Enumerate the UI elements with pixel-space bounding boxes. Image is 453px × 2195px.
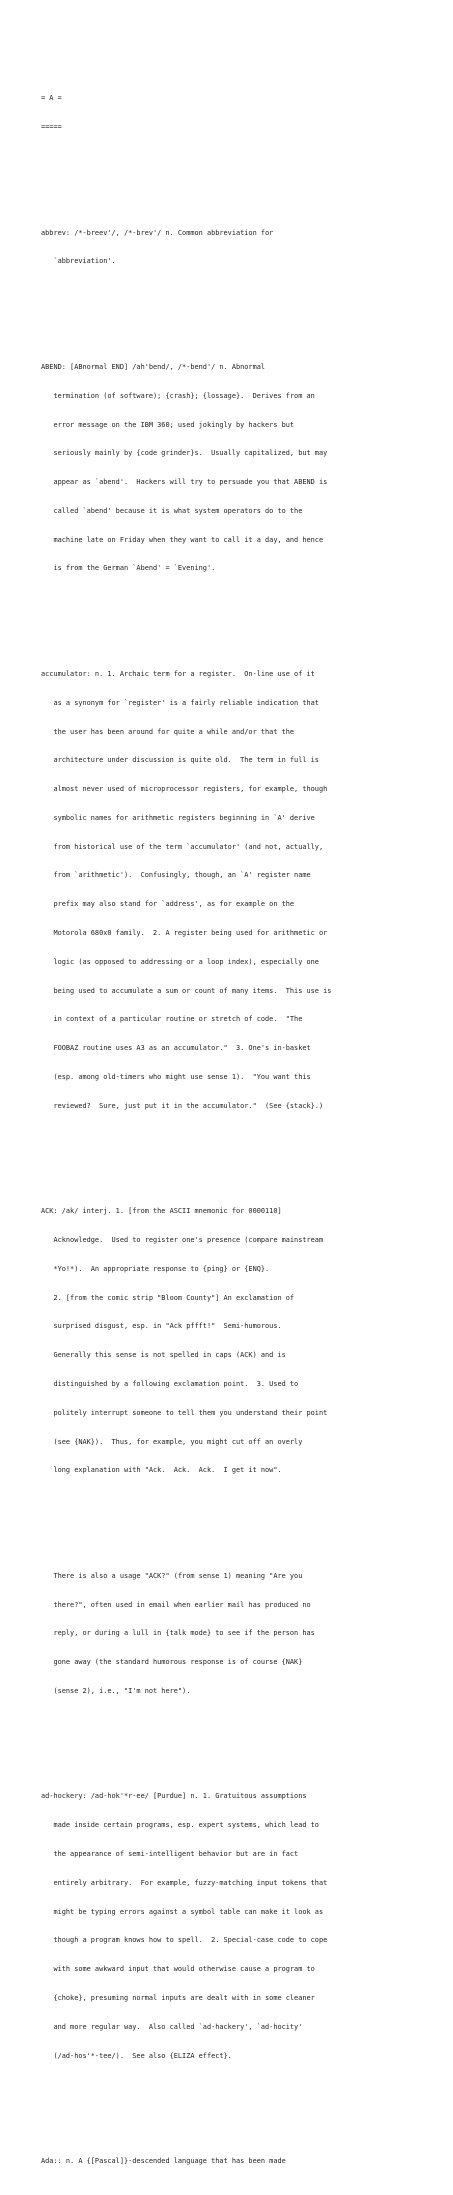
text-line: Motorola 680x0 family. 2. A register being used for arithmetic or — [41, 929, 328, 938]
text-line: {choke}, presuming normal inputs are dealt with in some cleaner — [41, 1993, 315, 2002]
text-line: called `abend' because it is what system operators do to the — [41, 506, 303, 515]
text-line: (esp. among old-timers who might use sense 1). "You want this — [41, 1072, 311, 1081]
text-line: there?", often used in email when earlier mail has produced no — [41, 1600, 311, 1609]
text-line: from `arithmetic'). Confusingly, though, an `A' register name — [41, 871, 311, 880]
text-line: made inside certain programs, esp. expert systems, which lead to — [41, 1821, 319, 1830]
text-line: long explanation with "Ack. Ack. Ack. I get it now". — [41, 1466, 282, 1475]
entry-ack — [41, 1188, 441, 1495]
entry-ack-continued — [41, 1553, 441, 1716]
text-line: the appearance of semi-intelligent behavior but are in fact — [41, 1850, 299, 1859]
text-line: accumulator: n. 1. Archaic term for a register. On-line use of it — [41, 670, 315, 678]
text-line: politely interrupt someone to tell them you understand their point — [41, 1408, 328, 1417]
text-line: symbolic names for arithmetic registers beginning in `A' derive — [41, 813, 315, 822]
text-line: ACK: /ak/ interj. 1. [from the ASCII mnemonic for 0000110] — [41, 1207, 282, 1216]
blank-line — [41, 1735, 441, 1745]
text-line: logic (as opposed to addressing or a loop index), especially one — [41, 957, 319, 966]
text-line: (sense 2), i.e., "I'm not here"). — [41, 1686, 191, 1695]
text-line: seriously mainly by {code grinder}s. Usually capitalized, but may — [41, 449, 328, 458]
text-line: gone away (the standard humorous response is of course {NAK} — [41, 1658, 303, 1667]
entry-accumulator — [41, 651, 441, 1131]
text-line: error message on the IBM 360; used jokingly by hackers but — [41, 420, 295, 429]
text-line: `abbreviation'. — [41, 257, 116, 266]
text-line: machine late on Friday when they want to call it a day, and hence — [41, 535, 324, 544]
text-line: (/ad-hos'*-tee/). See also {ELIZA effect}. — [41, 2051, 232, 2060]
entry-ada — [41, 2138, 441, 2186]
blank-line — [41, 305, 441, 315]
blank-line — [41, 2099, 441, 2109]
text-line: architecture under discussion is quite old. The term in full is — [41, 756, 319, 765]
text-line: and more regular way. Also called `ad-hackery', `ad-hocity' — [41, 2022, 303, 2031]
section-heading — [41, 75, 441, 152]
entry-abend — [41, 344, 441, 593]
text-line: might be typing errors against a symbol table can make it look as — [41, 1907, 324, 1916]
text-line: ad-hockery: /ad-hok'*r-ee/ [Purdue] n. 1. Gratuitous assumptions — [41, 1792, 307, 1801]
blank-line — [41, 1150, 441, 1160]
text-line: entirely arbitrary. For example, fuzzy-matching input tokens that — [41, 1878, 328, 1887]
text-line: though a program knows how to spell. 2. Special-case code to cope — [41, 1936, 328, 1945]
text-line: reply, or during a lull in {talk mode} to see if the person has — [41, 1629, 315, 1638]
text-line: almost never used of microprocessor registers, for example, though — [41, 785, 328, 794]
entry-ad-hockery — [41, 1773, 441, 2080]
text-line: surprised disgust, esp. in "Ack pffft!" Semi-humorous. — [41, 1322, 282, 1331]
text-line: 2. [from the comic strip "Bloom County"] An exclamation of — [41, 1293, 295, 1302]
text-line: = A = — [41, 94, 62, 103]
text-line: the user has been around for quite a while and/or that the — [41, 727, 295, 736]
blank-line — [41, 171, 441, 181]
text-line: in context of a particular routine or stretch of code. "The — [41, 1015, 303, 1024]
text-line: is from the German `Abend' = `Evening'. — [41, 564, 216, 573]
text-line: Generally this sense is not spelled in caps (ACK) and is — [41, 1351, 286, 1360]
text-line: There is also a usage "ACK?" (from sense 1) meaning "Are you — [41, 1571, 303, 1580]
text-line: prefix may also stand for `address', as for example on the — [41, 900, 295, 909]
text-line: *Yo!*). An appropriate response to {ping} or {ENQ}. — [41, 1264, 270, 1273]
text-line: abbrev: /*-breev'/, /*-brev'/ n. Common abbreviation for — [41, 228, 274, 237]
text-line: Acknowledge. Used to register one's presence (compare mainstream — [41, 1236, 324, 1245]
text-line: distinguished by a following exclamation point. 3. Used to — [41, 1379, 299, 1388]
text-line: termination (of software); {crash}; {lossage}. Derives from an — [41, 391, 315, 400]
text-line: with some awkward input that would otherwise cause a program to — [41, 1965, 315, 1974]
text-line: as a synonym for `register' is a fairly reliable indication that — [41, 698, 319, 707]
text-line: ===== — [41, 123, 62, 132]
text-line: ABEND: [ABnormal END] /ah'bend/, /*-bend'/ n. Abnormal — [41, 363, 266, 371]
text-line: appear as `abend'. Hackers will try to persuade you that ABEND is — [41, 478, 328, 487]
text-line: from historical use of the term `accumulator' (and not, actually, — [41, 842, 324, 851]
blank-line — [41, 612, 441, 622]
entry-abbrev — [41, 210, 441, 287]
blank-line — [41, 1514, 441, 1524]
text-line: (see {NAK}). Thus, for example, you might cut off an overly — [41, 1437, 303, 1446]
text-line: being used to accumulate a sum or count of many items. This use is — [41, 986, 332, 995]
text-line: Ada:: n. A {[Pascal]}-descended language that has been made — [41, 2157, 286, 2166]
document-page — [41, 56, 441, 2195]
text-line: FOOBAZ routine uses A3 as an accumulator." 3. One's in-basket — [41, 1044, 311, 1053]
text-line: reviewed? Sure, just put it in the accumulator." (See {stack}.) — [41, 1101, 324, 1110]
